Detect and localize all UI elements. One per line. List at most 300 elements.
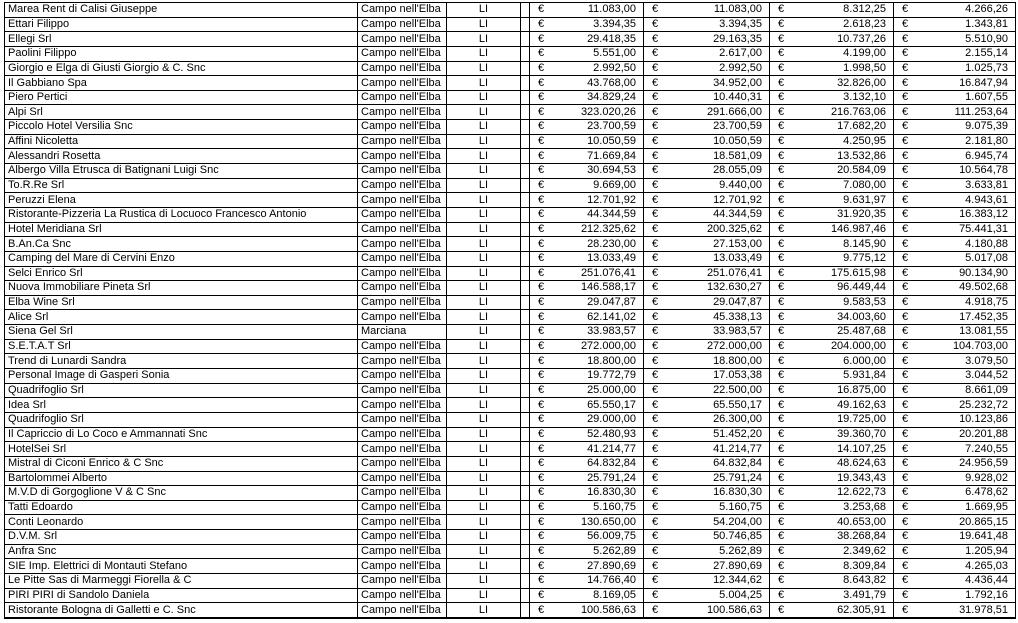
amount-2-cell[interactable] (644, 251, 770, 266)
amount-4-cell[interactable] (894, 149, 1016, 164)
amount-4-cell[interactable] (894, 90, 1016, 105)
province-cell[interactable]: LI (447, 266, 521, 281)
amount-2-cell[interactable] (644, 471, 770, 486)
amount-2-cell[interactable] (644, 486, 770, 501)
municipality-cell[interactable]: Campo nell'Elba (358, 32, 447, 47)
euro-symbol: € (902, 383, 909, 396)
company-name-cell[interactable]: Peruzzi Elena (5, 193, 358, 208)
amount-2-cell[interactable] (644, 412, 770, 427)
amount-4-cell[interactable] (894, 164, 1016, 179)
amount-2-cell[interactable] (644, 178, 770, 193)
amount-1-cell[interactable] (530, 120, 644, 135)
province-cell[interactable]: LI (447, 46, 521, 61)
company-name-cell[interactable]: Tatti Edoardo (5, 500, 358, 515)
company-name-cell[interactable]: M.V.D di Gorgoglione V & C Snc (5, 486, 358, 501)
company-name-cell[interactable]: PIRI PIRI di Sandolo Daniela (5, 588, 358, 603)
province-cell[interactable]: LI (447, 222, 521, 237)
amount-1-cell[interactable] (530, 325, 644, 340)
company-name-cell[interactable]: HotelSei Srl (5, 442, 358, 457)
amount-2-cell[interactable] (644, 207, 770, 222)
amount-1-cell[interactable] (530, 46, 644, 61)
municipality-cell[interactable]: Campo nell'Elba (358, 427, 447, 442)
municipality-cell[interactable]: Campo nell'Elba (358, 178, 447, 193)
amount-1-cell[interactable] (530, 3, 644, 18)
province-cell[interactable]: LI (447, 17, 521, 32)
company-name-cell[interactable]: Paolini Filippo (5, 46, 358, 61)
province-cell[interactable]: LI (447, 588, 521, 603)
amount-1-cell[interactable] (530, 456, 644, 471)
province-cell[interactable]: LI (447, 193, 521, 208)
amount-1-cell[interactable] (530, 559, 644, 574)
amount-3-cell[interactable] (770, 149, 894, 164)
amount-1-cell[interactable] (530, 339, 644, 354)
amount-4-cell[interactable] (894, 398, 1016, 413)
province-cell[interactable]: LI (447, 471, 521, 486)
municipality-cell[interactable]: Campo nell'Elba (358, 193, 447, 208)
amount-4-cell[interactable] (894, 427, 1016, 442)
company-name-cell[interactable]: Alpi Srl (5, 105, 358, 120)
amount-1-cell[interactable] (530, 17, 644, 32)
province-cell[interactable]: LI (447, 486, 521, 501)
amount-4-cell[interactable] (894, 61, 1016, 76)
municipality-cell[interactable]: Campo nell'Elba (358, 412, 447, 427)
company-name-cell[interactable]: S.E.T.A.T Srl (5, 339, 358, 354)
amount-1-cell[interactable] (530, 61, 644, 76)
amount-4-cell[interactable] (894, 603, 1016, 618)
amount-1-cell[interactable] (530, 515, 644, 530)
amount-2-cell[interactable] (644, 266, 770, 281)
amount-2-cell[interactable] (644, 442, 770, 457)
table-row (5, 500, 1016, 515)
company-name-cell[interactable]: Ellegi Srl (5, 32, 358, 47)
amount-4-cell[interactable] (894, 266, 1016, 281)
amount-4-cell[interactable] (894, 369, 1016, 384)
company-name-cell[interactable]: B.An.Ca Snc (5, 237, 358, 252)
amount-3-cell[interactable] (770, 530, 894, 545)
amount-4-cell[interactable] (894, 76, 1016, 91)
amount-2-cell[interactable] (644, 17, 770, 32)
amount-1-cell[interactable] (530, 603, 644, 618)
amount-1-cell[interactable] (530, 369, 644, 384)
amount-3-cell[interactable] (770, 46, 894, 61)
amount-4-cell[interactable] (894, 486, 1016, 501)
amount-4-cell[interactable] (894, 354, 1016, 369)
amount-2-cell[interactable] (644, 134, 770, 149)
amount-2-cell[interactable] (644, 90, 770, 105)
amount-2-cell[interactable] (644, 398, 770, 413)
amount-4-cell[interactable] (894, 193, 1016, 208)
amount-1-cell[interactable] (530, 412, 644, 427)
amount-1-cell[interactable] (530, 588, 644, 603)
municipality-cell[interactable]: Campo nell'Elba (358, 398, 447, 413)
amount-4-cell[interactable] (894, 222, 1016, 237)
amount-1-cell[interactable] (530, 573, 644, 588)
amount-4-cell[interactable] (894, 339, 1016, 354)
amount-1-cell[interactable] (530, 500, 644, 515)
amount-1-cell[interactable] (530, 222, 644, 237)
company-name-cell[interactable]: Alessandri Rosetta (5, 149, 358, 164)
municipality-cell[interactable]: Campo nell'Elba (358, 456, 447, 471)
amount-value: 20.584,09 (837, 164, 886, 177)
amount-3-cell[interactable] (770, 339, 894, 354)
amount-4-cell[interactable] (894, 559, 1016, 574)
province-cell[interactable]: LI (447, 281, 521, 296)
amount-2-cell[interactable] (644, 500, 770, 515)
province-cell[interactable]: LI (447, 149, 521, 164)
amount-1-cell[interactable] (530, 32, 644, 47)
province-cell[interactable]: LI (447, 559, 521, 574)
amount-1-cell[interactable] (530, 134, 644, 149)
company-name-cell[interactable]: Affini Nicoletta (5, 134, 358, 149)
municipality-cell[interactable]: Campo nell'Elba (358, 149, 447, 164)
amount-4-cell[interactable] (894, 120, 1016, 135)
amount-3-cell[interactable] (770, 281, 894, 296)
amount-3-cell[interactable] (770, 310, 894, 325)
amount-1-cell[interactable] (530, 442, 644, 457)
municipality-cell[interactable]: Campo nell'Elba (358, 134, 447, 149)
province-cell[interactable]: LI (447, 105, 521, 120)
amount-3-cell[interactable] (770, 164, 894, 179)
amount-1-cell[interactable] (530, 149, 644, 164)
amount-2-cell[interactable] (644, 295, 770, 310)
municipality-cell[interactable]: Campo nell'Elba (358, 588, 447, 603)
municipality-cell[interactable]: Campo nell'Elba (358, 500, 447, 515)
municipality-cell[interactable]: Marciana (358, 325, 447, 340)
amount-1-cell[interactable] (530, 383, 644, 398)
amount-3-cell[interactable] (770, 207, 894, 222)
province-cell[interactable]: LI (447, 3, 521, 18)
province-cell[interactable]: LI (447, 237, 521, 252)
amount-1-cell[interactable] (530, 193, 644, 208)
province-cell[interactable]: LI (447, 530, 521, 545)
amount-1-cell[interactable] (530, 354, 644, 369)
amount-4-cell[interactable] (894, 134, 1016, 149)
amount-2-cell[interactable] (644, 164, 770, 179)
municipality-cell[interactable]: Campo nell'Elba (358, 471, 447, 486)
amount-4-cell[interactable] (894, 456, 1016, 471)
amount-2-cell[interactable] (644, 281, 770, 296)
province-cell[interactable]: LI (447, 427, 521, 442)
company-name-cell[interactable]: Personal Image di Gasperi Sonia (5, 369, 358, 384)
municipality-cell[interactable]: Campo nell'Elba (358, 251, 447, 266)
amount-3-cell[interactable] (770, 573, 894, 588)
amount-1-cell[interactable] (530, 251, 644, 266)
municipality-cell[interactable]: Campo nell'Elba (358, 559, 447, 574)
company-name-cell[interactable]: Giorgio e Elga di Giusti Giorgio & C. Snc (5, 61, 358, 76)
province-cell[interactable]: LI (447, 251, 521, 266)
amount-3-cell[interactable] (770, 559, 894, 574)
amount-2-cell[interactable] (644, 3, 770, 18)
amount-3-cell[interactable] (770, 178, 894, 193)
amount-2-cell[interactable] (644, 149, 770, 164)
province-cell[interactable]: LI (447, 178, 521, 193)
amount-4-cell[interactable] (894, 471, 1016, 486)
amount-3-cell[interactable] (770, 266, 894, 281)
company-name-cell[interactable]: D.V.M. Srl (5, 530, 358, 545)
amount-4-cell[interactable] (894, 310, 1016, 325)
amount-1-cell[interactable] (530, 295, 644, 310)
amount-2-cell[interactable] (644, 339, 770, 354)
amount-1-cell[interactable] (530, 164, 644, 179)
amount-2-cell[interactable] (644, 105, 770, 120)
province-cell[interactable]: LI (447, 398, 521, 413)
amount-3-cell[interactable] (770, 90, 894, 105)
company-name-cell[interactable]: SIE Imp. Elettrici di Montauti Stefano (5, 559, 358, 574)
province-cell[interactable]: LI (447, 500, 521, 515)
amount-4-cell[interactable] (894, 544, 1016, 559)
amount-3-cell[interactable] (770, 105, 894, 120)
municipality-cell[interactable]: Campo nell'Elba (358, 164, 447, 179)
amount-3-cell[interactable] (770, 544, 894, 559)
amount-2-cell[interactable] (644, 530, 770, 545)
municipality-cell[interactable]: Campo nell'Elba (358, 339, 447, 354)
province-cell[interactable]: LI (447, 164, 521, 179)
amount-4-cell[interactable] (894, 530, 1016, 545)
municipality-cell[interactable]: Campo nell'Elba (358, 3, 447, 18)
amount-4-cell[interactable] (894, 237, 1016, 252)
amount-3-cell[interactable] (770, 120, 894, 135)
amount-4-cell[interactable] (894, 383, 1016, 398)
amount-3-cell[interactable] (770, 61, 894, 76)
amount-4-cell[interactable] (894, 251, 1016, 266)
amount-3-cell[interactable] (770, 383, 894, 398)
company-name-cell[interactable]: Idea Srl (5, 398, 358, 413)
amount-2-cell[interactable] (644, 310, 770, 325)
province-cell[interactable]: LI (447, 603, 521, 618)
municipality-cell[interactable]: Campo nell'Elba (358, 105, 447, 120)
municipality-cell[interactable]: Campo nell'Elba (358, 281, 447, 296)
amount-4-cell[interactable] (894, 17, 1016, 32)
amount-2-cell[interactable] (644, 559, 770, 574)
province-cell[interactable]: LI (447, 412, 521, 427)
amount-3-cell[interactable] (770, 76, 894, 91)
amount-3-cell[interactable] (770, 398, 894, 413)
amount-3-cell[interactable] (770, 603, 894, 618)
amount-2-cell[interactable] (644, 515, 770, 530)
amount-1-cell[interactable] (530, 471, 644, 486)
municipality-cell[interactable]: Campo nell'Elba (358, 530, 447, 545)
company-name-cell[interactable]: Mistral di Ciconi Enrico & C Snc (5, 456, 358, 471)
amount-2-cell[interactable] (644, 603, 770, 618)
amount-1-cell[interactable] (530, 486, 644, 501)
table-row (5, 120, 1016, 135)
company-name-cell[interactable]: Il Gabbiano Spa (5, 76, 358, 91)
amount-3-cell[interactable] (770, 442, 894, 457)
company-name-cell[interactable]: Anfra Snc (5, 544, 358, 559)
municipality-cell[interactable]: Campo nell'Elba (358, 266, 447, 281)
amount-1-cell[interactable] (530, 310, 644, 325)
province-cell[interactable]: LI (447, 76, 521, 91)
amount-3-cell[interactable] (770, 427, 894, 442)
municipality-cell[interactable]: Campo nell'Elba (358, 17, 447, 32)
amount-2-cell[interactable] (644, 237, 770, 252)
company-name-cell[interactable]: Nuova Immobiliare Pineta Srl (5, 281, 358, 296)
amount-4-cell[interactable] (894, 178, 1016, 193)
amount-3-cell[interactable] (770, 222, 894, 237)
province-cell[interactable]: LI (447, 134, 521, 149)
amount-3-cell[interactable] (770, 17, 894, 32)
amount-4-cell[interactable] (894, 573, 1016, 588)
province-cell[interactable]: LI (447, 120, 521, 135)
company-name-cell[interactable]: Marea Rent di Calisi Giuseppe (5, 3, 358, 18)
company-name-cell[interactable]: Camping del Mare di Cervini Enzo (5, 251, 358, 266)
amount-1-cell[interactable] (530, 207, 644, 222)
amount-4-cell[interactable] (894, 281, 1016, 296)
company-name-cell[interactable]: Quadrifoglio Srl (5, 383, 358, 398)
amount-4-cell[interactable] (894, 32, 1016, 47)
province-cell[interactable]: LI (447, 354, 521, 369)
amount-4-cell[interactable] (894, 105, 1016, 120)
province-cell[interactable]: LI (447, 61, 521, 76)
province-cell[interactable]: LI (447, 325, 521, 340)
amount-3-cell[interactable] (770, 134, 894, 149)
amount-2-cell[interactable] (644, 222, 770, 237)
company-name-cell[interactable]: Piero Pertici (5, 90, 358, 105)
municipality-cell[interactable]: Campo nell'Elba (358, 237, 447, 252)
amount-3-cell[interactable] (770, 588, 894, 603)
spacer-cell (521, 471, 530, 486)
municipality-cell[interactable]: Campo nell'Elba (358, 61, 447, 76)
amount-3-cell[interactable] (770, 486, 894, 501)
amount-1-cell[interactable] (530, 398, 644, 413)
province-cell[interactable]: LI (447, 207, 521, 222)
amount-1-cell[interactable] (530, 266, 644, 281)
amount-3-cell[interactable] (770, 500, 894, 515)
amount-3-cell[interactable] (770, 3, 894, 18)
amount-1-cell[interactable] (530, 105, 644, 120)
municipality-cell[interactable]: Campo nell'Elba (358, 207, 447, 222)
company-name-cell[interactable]: Quadrifoglio Srl (5, 412, 358, 427)
company-name-cell[interactable]: To.R.Re Srl (5, 178, 358, 193)
province-cell[interactable]: LI (447, 339, 521, 354)
amount-4-cell[interactable] (894, 325, 1016, 340)
amount-3-cell[interactable] (770, 456, 894, 471)
amount-3-cell[interactable] (770, 251, 894, 266)
province-cell[interactable]: LI (447, 369, 521, 384)
company-name-cell[interactable]: Trend di Lunardi Sandra (5, 354, 358, 369)
company-name-cell[interactable]: Ristorante-Pizzeria La Rustica di Locuoco Francesco Antonio (5, 207, 358, 222)
amount-2-cell[interactable] (644, 588, 770, 603)
province-cell[interactable]: LI (447, 442, 521, 457)
amount-2-cell[interactable] (644, 120, 770, 135)
province-cell[interactable]: LI (447, 310, 521, 325)
province-cell[interactable]: LI (447, 90, 521, 105)
municipality-cell[interactable]: Campo nell'Elba (358, 573, 447, 588)
company-name-cell[interactable]: Piccolo Hotel Versilia Snc (5, 120, 358, 135)
amount-4-cell[interactable] (894, 412, 1016, 427)
municipality-cell[interactable]: Campo nell'Elba (358, 544, 447, 559)
municipality-cell[interactable]: Campo nell'Elba (358, 369, 447, 384)
province-cell[interactable]: LI (447, 383, 521, 398)
amount-2-cell[interactable] (644, 354, 770, 369)
company-name-cell[interactable]: Hotel Meridiana Srl (5, 222, 358, 237)
company-name-cell[interactable]: Conti Leonardo (5, 515, 358, 530)
province-cell[interactable]: LI (447, 32, 521, 47)
municipality-cell[interactable]: Campo nell'Elba (358, 222, 447, 237)
amount-2-cell[interactable] (644, 456, 770, 471)
municipality-cell[interactable]: Campo nell'Elba (358, 90, 447, 105)
amount-1-cell[interactable] (530, 237, 644, 252)
municipality-cell[interactable]: Campo nell'Elba (358, 603, 447, 618)
company-name-cell[interactable]: Ettari Filippo (5, 17, 358, 32)
amount-1-cell[interactable] (530, 178, 644, 193)
amount-3-cell[interactable] (770, 369, 894, 384)
amount-3-cell[interactable] (770, 412, 894, 427)
amount-2-cell[interactable] (644, 76, 770, 91)
amount-3-cell[interactable] (770, 515, 894, 530)
amount-3-cell[interactable] (770, 354, 894, 369)
amount-4-cell[interactable] (894, 295, 1016, 310)
province-cell[interactable]: LI (447, 544, 521, 559)
amount-4-cell[interactable] (894, 46, 1016, 61)
amount-4-cell[interactable] (894, 500, 1016, 515)
amount-value: 8.309,84 (843, 559, 886, 572)
municipality-cell[interactable]: Campo nell'Elba (358, 354, 447, 369)
company-name-cell[interactable]: Selci Enrico Srl (5, 266, 358, 281)
amount-1-cell[interactable] (530, 281, 644, 296)
municipality-cell[interactable]: Campo nell'Elba (358, 486, 447, 501)
company-name-cell[interactable]: Siena Gel Srl (5, 325, 358, 340)
amount-1-cell[interactable] (530, 76, 644, 91)
municipality-cell[interactable]: Campo nell'Elba (358, 515, 447, 530)
amount-2-cell[interactable] (644, 369, 770, 384)
province-cell[interactable]: LI (447, 456, 521, 471)
amount-1-cell[interactable] (530, 544, 644, 559)
municipality-cell[interactable]: Campo nell'Elba (358, 120, 447, 135)
amount-2-cell[interactable] (644, 573, 770, 588)
company-name-cell[interactable]: Alice Srl (5, 310, 358, 325)
municipality-cell[interactable]: Campo nell'Elba (358, 295, 447, 310)
amount-4-cell[interactable] (894, 442, 1016, 457)
amount-2-cell[interactable] (644, 193, 770, 208)
amount-3-cell[interactable] (770, 32, 894, 47)
company-name-cell[interactable]: Elba Wine Srl (5, 295, 358, 310)
province-cell[interactable]: LI (447, 295, 521, 310)
company-name-cell[interactable]: Ristorante Bologna di Galletti e C. Snc (5, 603, 358, 618)
amount-3-cell[interactable] (770, 193, 894, 208)
amount-1-cell[interactable] (530, 530, 644, 545)
amount-3-cell[interactable] (770, 325, 894, 340)
company-name-cell[interactable]: Il Capriccio di Lo Coco e Ammannati Snc (5, 427, 358, 442)
municipality-cell[interactable]: Campo nell'Elba (358, 76, 447, 91)
amount-4-cell[interactable] (894, 3, 1016, 18)
amount-2-cell[interactable] (644, 61, 770, 76)
amount-2-cell[interactable] (644, 383, 770, 398)
amount-2-cell[interactable] (644, 32, 770, 47)
amount-4-cell[interactable] (894, 207, 1016, 222)
amount-4-cell[interactable] (894, 588, 1016, 603)
amount-1-cell[interactable] (530, 90, 644, 105)
municipality-cell[interactable]: Campo nell'Elba (358, 383, 447, 398)
municipality-cell[interactable]: Campo nell'Elba (358, 46, 447, 61)
amount-2-cell[interactable] (644, 46, 770, 61)
company-name-cell[interactable]: Albergo Villa Etrusca di Batignani Luigi Snc (5, 164, 358, 179)
province-cell[interactable]: LI (447, 573, 521, 588)
municipality-cell[interactable]: Campo nell'Elba (358, 310, 447, 325)
municipality-cell[interactable]: Campo nell'Elba (358, 442, 447, 457)
company-name-cell[interactable]: Bartolommei Alberto (5, 471, 358, 486)
company-name-cell[interactable]: Le Pitte Sas di Marmeggi Fiorella & C (5, 573, 358, 588)
amount-2-cell[interactable] (644, 427, 770, 442)
amount-2-cell[interactable] (644, 325, 770, 340)
amount-3-cell[interactable] (770, 295, 894, 310)
amount-2-cell[interactable] (644, 544, 770, 559)
amount-3-cell[interactable] (770, 471, 894, 486)
amount-1-cell[interactable] (530, 427, 644, 442)
province-cell[interactable]: LI (447, 515, 521, 530)
amount-4-cell[interactable] (894, 515, 1016, 530)
amount-3-cell[interactable] (770, 237, 894, 252)
